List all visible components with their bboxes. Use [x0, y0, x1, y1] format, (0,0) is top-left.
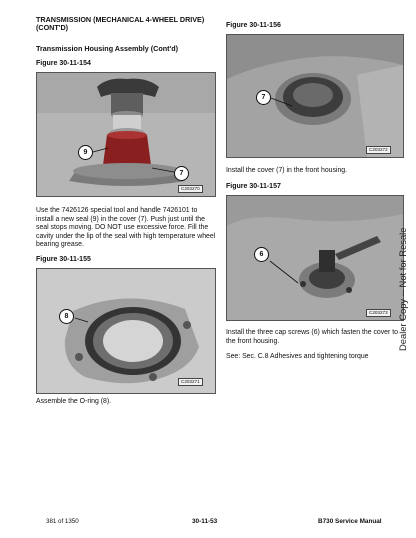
photo-code-155: C203271 — [178, 378, 203, 386]
figure-photo-156 — [226, 34, 404, 158]
figure-label-154: Figure 30-11-154 — [36, 60, 91, 67]
figure-photo-154 — [36, 72, 216, 197]
section-title: TRANSMISSION (MECHANICAL 4-WHEEL DRIVE) (CONT'D) — [36, 15, 205, 33]
instruction-text-157: Install the three cap screws (6) which fasten the cover to the front housing. — [226, 329, 398, 345]
section-subtitle: Transmission Housing Assembly (Cont'd) — [36, 44, 179, 53]
instruction-text-155: Assemble the O-ring (8). — [36, 398, 112, 405]
callout-7-right: 7 — [256, 90, 271, 105]
instruction-text-154: Use the 7426126 special tool and handle 7426101 to install a new seal (9) in the cover (7). Push just until the seal stops moving. DO NOT use excessive force. Fill the cavity under the lip of the seal with high temperature wheel bearing grease. — [36, 207, 216, 249]
cap-screw-illustration — [227, 196, 403, 320]
o-ring-illustration — [37, 269, 215, 393]
dealer-copy-watermark: Dealer Copy -- Not for Resale — [397, 227, 408, 351]
figure-label-156: Figure 30-11-156 — [226, 22, 281, 29]
photo-code-154: C203270 — [178, 185, 203, 193]
callout-7: 7 — [174, 166, 189, 181]
figure-label-157: Figure 30-11-157 — [226, 183, 281, 190]
page-count: 381 of 1350 — [46, 518, 79, 525]
photo-code-157: C203273 — [366, 309, 391, 317]
callout-9: 9 — [78, 145, 93, 160]
page-number: 30-11-53 — [192, 518, 218, 525]
cover-install-illustration — [227, 35, 403, 157]
callout-8: 8 — [59, 309, 74, 324]
instruction-text-156: Install the cover (7) in the front housing. — [226, 167, 348, 174]
figure-label-155: Figure 30-11-155 — [36, 256, 91, 263]
see-also-reference[interactable]: See: Sec. C.8 Adhesives and tightening torque — [226, 353, 369, 360]
seal-tool-illustration — [37, 73, 215, 196]
photo-code-156: C203272 — [366, 146, 391, 154]
callout-6: 6 — [254, 247, 269, 262]
figure-photo-155 — [36, 268, 216, 394]
manual-title: B730 Service Manual — [318, 518, 382, 525]
figure-photo-157 — [226, 195, 404, 321]
